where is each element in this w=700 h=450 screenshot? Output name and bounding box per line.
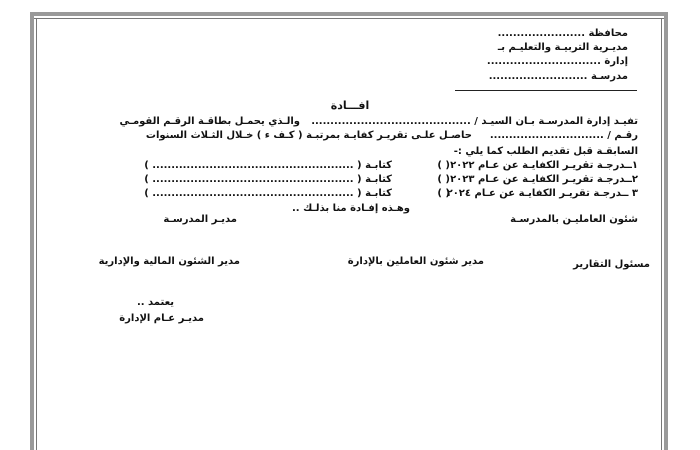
rating-2024-writing: كتابـة ( ..................................................... ) (144, 188, 392, 199)
page-border-right (664, 12, 668, 450)
governorate-line: محافظة ....................... (497, 28, 628, 39)
page-border-top (30, 12, 668, 16)
signature-admin-staff-affairs-director: مدير شئون العاملين بالإدارة (347, 256, 484, 267)
rating-2024-paren: ( ) (437, 188, 450, 199)
rating-2023-label: ٢ــدرجـة تقريـر الكفايـة عن عـام ٢٠٢٣ (450, 174, 638, 185)
header-divider (455, 90, 637, 91)
body-line2-right: رقـم / .............................. (489, 130, 638, 141)
directorate-line: مديـرية التربيـة والتعليـم بـ (497, 42, 628, 53)
page-border-right-inner (661, 18, 662, 450)
body-line1-right: تفيـد إدارة المدرسـة بـان السيـد / .......................................... (311, 116, 638, 127)
school-line: مدرسـة .......................... (488, 71, 628, 82)
closing-line: وهـذه إفـادة منا بذلـك .. (292, 203, 410, 214)
signature-school-principal: مديـر المدرسـة (163, 214, 237, 225)
body-line1-left: والـذي يحمـل بطاقـة الرقـم القومـي (119, 116, 300, 127)
body-line2-left: حاصـل علـى تقريـر كفايـة بمرتبـة ( كـف ء ) خـلال الثـلاث السنوات (145, 130, 472, 141)
signature-finance-admin-director: مدير الشئون المالية والإدارية (98, 256, 240, 267)
document-title: افـــادة (330, 99, 370, 112)
approval-title: مديـر عـام الإدارة (119, 313, 204, 324)
administration-line: إدارة .............................. (486, 56, 628, 67)
page-border-left-inner (36, 18, 37, 450)
rating-2023-paren: ( ) (437, 174, 450, 185)
rating-2022-writing: كتابـة ( ..................................................... ) (144, 160, 392, 171)
signature-school-staff-affairs: شئون العامليـن بالمدرسـة (510, 214, 638, 225)
page-border-top-inner (30, 18, 668, 19)
body-line3: السابقـة قبل تقديم الطلب كما يلي :- (453, 146, 638, 157)
rating-2022-label: ١ــدرجـة تقريـر الكفايـة عن عـام ٢٠٢٢ (450, 160, 638, 171)
rating-2024-label: ٣ ــدرجـة تقريـر الكفايـة عن عـام ٢٠٢٤ (446, 188, 638, 199)
rating-2022-paren: ( ) (437, 160, 450, 171)
approval-label: يعتمد .. (136, 297, 174, 308)
signature-reports-officer: مسئول التقارير (573, 259, 650, 270)
page-border-left (30, 12, 34, 450)
rating-2023-writing: كتابـة ( ..................................................... ) (144, 174, 392, 185)
